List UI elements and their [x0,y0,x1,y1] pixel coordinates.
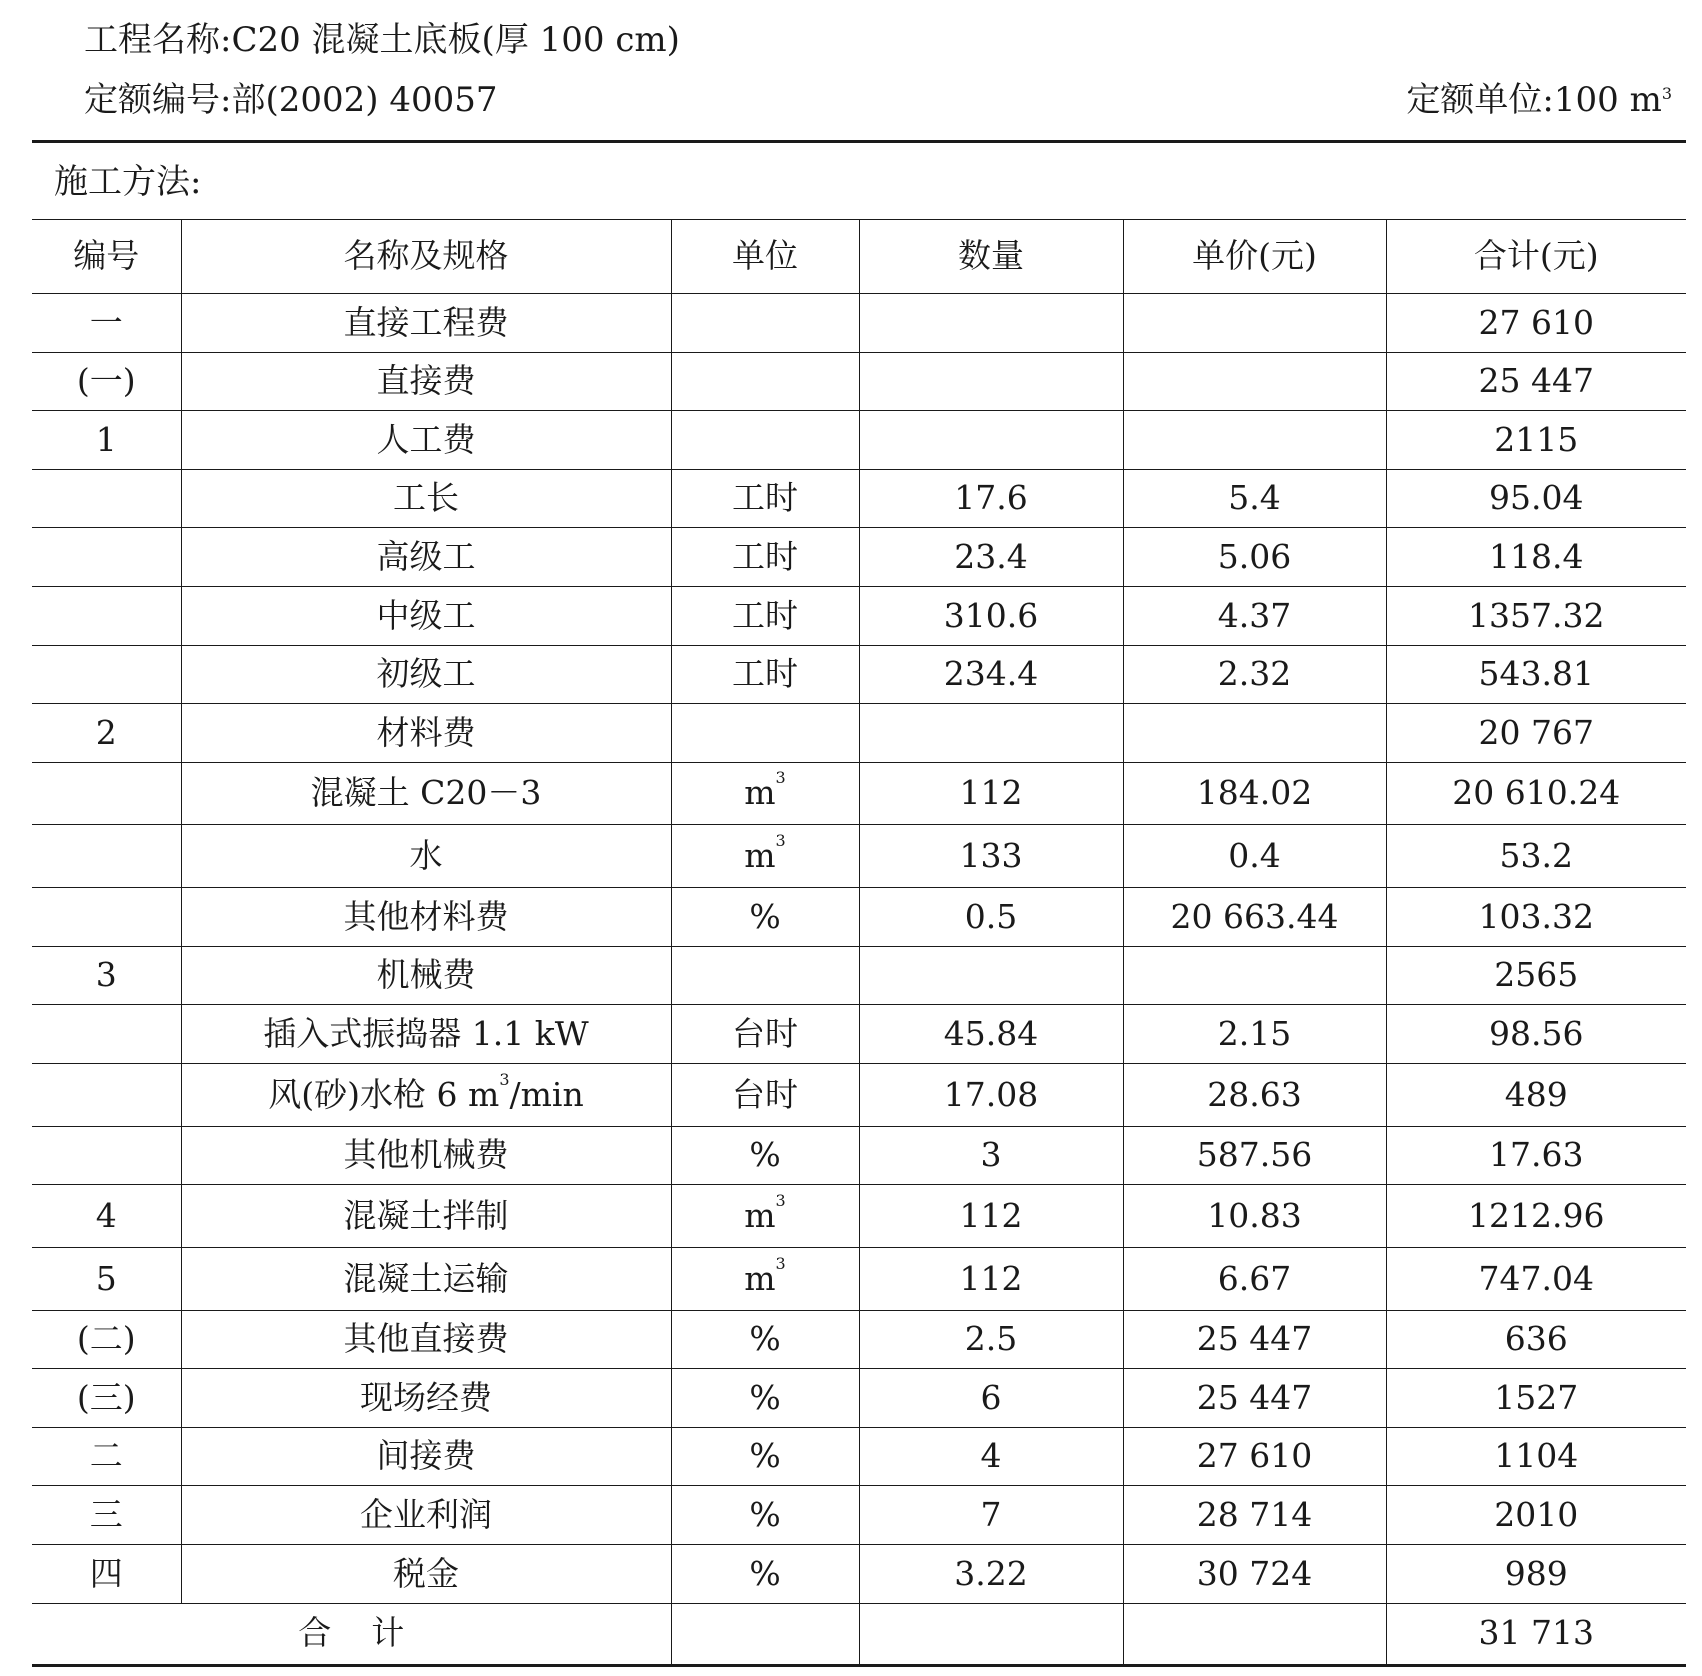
cell-no [32,1427,181,1486]
cell-unit [671,1603,859,1665]
unit-superscript: 3 [775,831,786,851]
cell-quantity-text: 234.4 [943,654,1039,694]
cell-quantity [859,946,1123,1005]
cell-unit-price [1123,294,1386,353]
column-header-total: 合计(元) [1386,220,1686,294]
cell-quantity [859,352,1123,411]
cell-no-text: 2 [95,712,117,752]
cell-total [1386,352,1686,411]
cell-name-text: 企业利润 [360,1494,492,1534]
cell-unit-text: % [749,1377,781,1417]
cell-name [181,888,671,947]
cell-unit [671,1427,859,1486]
cell-total-text: 543.81 [1478,654,1594,694]
cell-name-text: 税金 [393,1553,459,1593]
cell-unit-price [1123,1486,1386,1545]
cell-quantity-text: 3.22 [954,1553,1028,1593]
cell-no [32,762,181,825]
cell-total-text: 53.2 [1499,836,1573,876]
cell-no [32,1310,181,1369]
cell-unit [671,411,859,470]
cell-total [1386,888,1686,947]
table-row [32,352,1686,411]
cell-total [1386,411,1686,470]
cell-unit-text: % [749,1436,781,1476]
cell-quantity [859,1126,1123,1185]
quota-unit-label: 定额单位 [1406,80,1543,120]
cell-name [181,469,671,528]
cell-quantity-text: 23.4 [954,537,1028,577]
cell-quantity [859,762,1123,825]
cell-quantity-text: 310.6 [943,595,1039,635]
cell-total [1386,704,1686,763]
cell-total [1386,1247,1686,1310]
unit-superscript: 3 [775,1190,786,1210]
cell-total [1386,645,1686,704]
grand-total-value: 31 713 [1386,1603,1686,1665]
cell-quantity-text: 17.6 [954,478,1028,518]
cell-total-text: 489 [1504,1074,1568,1114]
cell-unit-price [1123,645,1386,704]
cell-unit [671,1185,859,1248]
cell-quantity [859,469,1123,528]
quota-unit-value: 100 m [1553,80,1662,120]
cell-name-text: 工长 [393,478,459,518]
cell-total-text: 98.56 [1489,1013,1584,1053]
table-row [32,1063,1686,1126]
cell-unit-price [1123,762,1386,825]
cell-unit-price [1123,1310,1386,1369]
cell-total-text: 747.04 [1478,1258,1594,1298]
quota-number-value: 部(2002) 40057 [231,80,498,120]
cell-total-text: 2010 [1494,1494,1579,1534]
cell-total-text: 25 447 [1478,361,1594,401]
cell-unit [671,762,859,825]
cell-no [32,1486,181,1545]
cell-unit-text: 工时 [732,478,798,518]
cell-name [181,1369,671,1428]
cell-quantity [859,1603,1123,1665]
cell-name-text: 直接工程费 [343,302,509,342]
cell-no-text: 4 [95,1195,117,1235]
cell-unit [671,1544,859,1603]
table-row [32,411,1686,470]
table-row [32,1486,1686,1545]
cell-quantity [859,704,1123,763]
cell-name-text: 高级工 [376,537,476,577]
cell-unit-text: m [744,1195,776,1235]
cell-unit-price-text: 2.32 [1217,654,1292,694]
cell-no [32,645,181,704]
name-tail-text: /min [509,1074,584,1114]
cell-no [32,294,181,353]
cell-total [1386,294,1686,353]
cell-unit-text: % [749,896,781,936]
cell-unit-price-text: 5.06 [1217,537,1292,577]
cell-unit-price [1123,1427,1386,1486]
cell-name-text: 人工费 [376,419,476,459]
cell-no-text: 3 [95,955,117,995]
cell-total-text: 118.4 [1489,537,1584,577]
cell-name [181,762,671,825]
cell-total-text: 1212.96 [1468,1195,1605,1235]
quota-unit-line: 定额单位:100 $m^3$ [1406,80,1672,120]
cell-quantity [859,294,1123,353]
cell-total-text: 1527 [1494,1377,1579,1417]
cell-unit [671,469,859,528]
table-row [32,469,1686,528]
cell-unit-text: m [744,773,776,813]
quota-number-line: 定额编号:部(2002) 40057 [84,80,498,120]
cell-unit [671,946,859,1005]
cell-quantity [859,1427,1123,1486]
cell-quantity [859,825,1123,888]
quota-unit-superscript: 3 [1661,84,1672,103]
table-row [32,1369,1686,1428]
cell-unit [671,825,859,888]
cell-total [1386,1185,1686,1248]
cell-unit-price-text: 30 724 [1196,1553,1313,1593]
cell-name [181,1005,671,1064]
cell-name-text: 初级工 [376,654,476,694]
cell-unit-price-text: 0.4 [1228,836,1281,876]
cell-unit [671,294,859,353]
cell-total-text: 989 [1504,1553,1568,1593]
cell-quantity [859,411,1123,470]
cell-name [181,528,671,587]
cell-unit-price [1123,411,1386,470]
table-body [32,294,1686,1666]
quota-table [32,219,1686,1667]
cell-no [32,1247,181,1310]
cell-no-text: (一) [76,361,136,401]
cell-unit-text: % [749,1135,781,1175]
table-row [32,704,1686,763]
cell-unit-price [1123,888,1386,947]
cell-unit [671,1005,859,1064]
cell-name-text: 中级工 [376,595,476,635]
cell-total-text: 2565 [1494,955,1579,995]
table-row [32,888,1686,947]
cell-total-text: 27 610 [1478,302,1594,342]
cell-total [1386,762,1686,825]
cell-unit-price-text: 184.02 [1196,773,1313,813]
cell-name-text: 间接费 [376,1436,476,1476]
table-row [32,1185,1686,1248]
cell-total-text: 2115 [1494,419,1579,459]
cell-total [1386,469,1686,528]
cell-name [181,586,671,645]
project-name-line: 工程名称:C20 混凝土底板(厚 100 cm) [84,20,680,60]
cell-unit [671,1310,859,1369]
cell-unit [671,1369,859,1428]
cell-unit-text: 工时 [732,654,798,694]
cell-total [1386,586,1686,645]
cell-unit [671,1126,859,1185]
cell-quantity [859,586,1123,645]
cell-no [32,528,181,587]
cell-unit-price [1123,1369,1386,1428]
cell-no-text: 四 [89,1553,123,1593]
cell-no [32,1005,181,1064]
cell-name-text: 其他直接费 [343,1319,509,1359]
cell-name [181,1310,671,1369]
cell-no [32,946,181,1005]
cell-unit-price [1123,704,1386,763]
cell-total [1386,1369,1686,1428]
cell-name-text: 其他机械费 [343,1135,509,1175]
table-row [32,1310,1686,1369]
cell-unit-price [1123,1126,1386,1185]
cell-total [1386,528,1686,587]
cell-unit-price-text: 27 610 [1196,1436,1313,1476]
cell-total [1386,1310,1686,1369]
cell-total [1386,1063,1686,1126]
cell-quantity [859,1486,1123,1545]
cell-name-text: 混凝土拌制 [343,1195,509,1235]
cell-unit-price [1123,586,1386,645]
cell-unit-price-text: 6.67 [1217,1258,1292,1298]
cell-no [32,704,181,763]
cell-unit-price [1123,1247,1386,1310]
cell-unit [671,1247,859,1310]
cell-name [181,294,671,353]
table-row [32,1247,1686,1310]
cell-no-text: 二 [89,1436,123,1476]
cell-unit-price [1123,825,1386,888]
cell-unit-price [1123,1185,1386,1248]
table-row [32,645,1686,704]
cell-quantity-text: 4 [980,1436,1002,1476]
table-row [32,1544,1686,1603]
cell-name [181,645,671,704]
cell-name-text: 机械费 [376,955,476,995]
column-header-no: 编号 [32,220,181,294]
table-row [32,528,1686,587]
cell-total [1386,1005,1686,1064]
cell-total-text: 1104 [1494,1436,1579,1476]
cell-unit-text: 工时 [732,537,798,577]
cell-no [32,411,181,470]
cell-name-text: 材料费 [376,712,476,752]
cell-unit-price-text: 587.56 [1196,1135,1313,1175]
cell-no [32,1185,181,1248]
construction-method-label: 施工方法: [54,162,202,202]
cell-name [181,1247,671,1310]
project-name-value: C20 混凝土底板(厚 100 cm) [231,20,680,60]
cell-total-text: 103.32 [1478,896,1594,936]
cell-unit-price-text: 4.37 [1217,595,1292,635]
cell-unit-text: 工时 [732,595,798,635]
cell-name-text: 现场经费 [360,1377,492,1417]
cell-name [181,411,671,470]
cell-name [181,1544,671,1603]
cell-no [32,1126,181,1185]
header-divider [32,140,1686,143]
cell-unit-text: % [749,1494,781,1534]
cell-no [32,1544,181,1603]
cell-no [32,825,181,888]
cell-quantity-text: 0.5 [964,896,1018,936]
cell-name [181,946,671,1005]
cell-name-text: 其他材料费 [343,896,509,936]
cell-unit [671,352,859,411]
cell-unit-price [1123,1544,1386,1603]
unit-superscript: 3 [775,1253,786,1273]
cell-name-text: 混凝土运输 [343,1258,509,1298]
table-header-row [32,220,1686,294]
cell-total [1386,1544,1686,1603]
cell-no [32,586,181,645]
cell-unit-text: % [749,1319,781,1359]
cell-unit-price-text: 2.15 [1217,1013,1292,1053]
project-name-label: 工程名称 [84,20,220,60]
cell-name [181,704,671,763]
cell-unit-price-text: 5.4 [1228,478,1281,518]
quota-number-label: 定额编号 [84,80,220,120]
cell-quantity [859,1005,1123,1064]
cell-quantity-text: 3 [980,1135,1002,1175]
cell-unit-price [1123,1005,1386,1064]
cell-total [1386,1486,1686,1545]
cell-name-text: 混凝土 C20－3 [310,773,542,813]
cell-no-text: 三 [89,1494,123,1534]
column-header-quantity: 数量 [859,220,1123,294]
cell-quantity-text: 112 [959,1258,1023,1298]
table-row [32,762,1686,825]
cell-unit-price-text: 20 663.44 [1170,896,1339,936]
cell-quantity [859,1369,1123,1428]
table-row [32,294,1686,353]
cell-unit [671,645,859,704]
cell-unit-price-text: 28 714 [1196,1494,1313,1534]
cell-total-text: 20 610.24 [1452,773,1621,813]
cell-unit-price [1123,352,1386,411]
cell-quantity-text: 17.08 [943,1074,1039,1114]
cell-total-text: 20 767 [1478,712,1594,752]
cell-unit [671,888,859,947]
table-row [32,946,1686,1005]
cell-quantity [859,528,1123,587]
cell-name-text: 风(砂)水枪 6 m [268,1074,500,1114]
cell-quantity-text: 6 [980,1377,1002,1417]
cell-unit-price [1123,1063,1386,1126]
cell-name [181,1126,671,1185]
total-row [32,1603,1686,1665]
cell-quantity [859,1063,1123,1126]
column-header-name: 名称及规格 [181,220,671,294]
table-row [32,1126,1686,1185]
cell-unit [671,586,859,645]
cell-name [181,1185,671,1248]
cell-total [1386,946,1686,1005]
column-header-unit: 单位 [671,220,859,294]
cell-unit-text: % [749,1553,781,1593]
cell-no [32,1369,181,1428]
cell-unit-price [1123,469,1386,528]
cell-no [32,469,181,528]
cell-quantity-text: 2.5 [964,1319,1018,1359]
cell-unit-price [1123,946,1386,1005]
table-row [32,825,1686,888]
cell-total [1386,1427,1686,1486]
cell-quantity-text: 45.84 [943,1013,1039,1053]
cell-no-text: (三) [76,1377,136,1417]
cell-no-text: 一 [89,302,123,342]
cell-unit-text: 台时 [732,1013,798,1053]
cell-name [181,825,671,888]
cell-unit [671,1063,859,1126]
cell-quantity-text: 133 [959,836,1023,876]
cell-total [1386,825,1686,888]
cell-quantity-text: 112 [959,773,1023,813]
cell-name [181,1063,671,1126]
cell-quantity [859,1544,1123,1603]
cell-unit [671,704,859,763]
cell-unit-price-text: 25 447 [1196,1377,1313,1417]
cell-total-text: 17.63 [1489,1135,1584,1175]
cell-quantity-text: 112 [959,1195,1023,1235]
cell-name-text: 直接费 [376,361,476,401]
cell-name-text: 水 [409,836,443,876]
column-header-unit-price: 单价(元) [1123,220,1386,294]
cell-unit [671,528,859,587]
cell-unit-text: m [744,1258,776,1298]
cell-name-text: 插入式振捣器 1.1 kW [263,1013,589,1053]
cell-quantity-text: 7 [980,1494,1002,1534]
cell-no-text: 5 [95,1258,117,1298]
cell-quantity [859,888,1123,947]
cell-unit-text: m [744,836,776,876]
cell-no [32,888,181,947]
cell-name [181,1427,671,1486]
cell-unit-text: 台时 [732,1074,798,1114]
cell-name [181,1486,671,1545]
table-row [32,1005,1686,1064]
table-row [32,1427,1686,1486]
cell-quantity [859,1310,1123,1369]
table-row [32,586,1686,645]
cell-unit-price [1123,1603,1386,1665]
cell-no [32,352,181,411]
cell-quantity [859,645,1123,704]
cell-total-text: 1357.32 [1468,595,1605,635]
unit-superscript: 3 [775,768,786,788]
cell-no [32,1063,181,1126]
cell-unit-price-text: 10.83 [1207,1195,1302,1235]
cell-name [181,352,671,411]
total-label: 合计 [32,1603,671,1665]
cell-total-text: 95.04 [1489,478,1584,518]
name-superscript: 3 [499,1069,510,1089]
cell-unit-price-text: 28.63 [1207,1074,1302,1114]
cell-quantity [859,1185,1123,1248]
cell-no-text: 1 [95,419,117,459]
cell-unit-price-text: 25 447 [1196,1319,1313,1359]
cell-no-text: (二) [76,1319,136,1359]
cell-total-text: 636 [1504,1319,1568,1359]
cell-unit [671,1486,859,1545]
cell-total [1386,1126,1686,1185]
cell-unit-price [1123,528,1386,587]
cell-quantity [859,1247,1123,1310]
